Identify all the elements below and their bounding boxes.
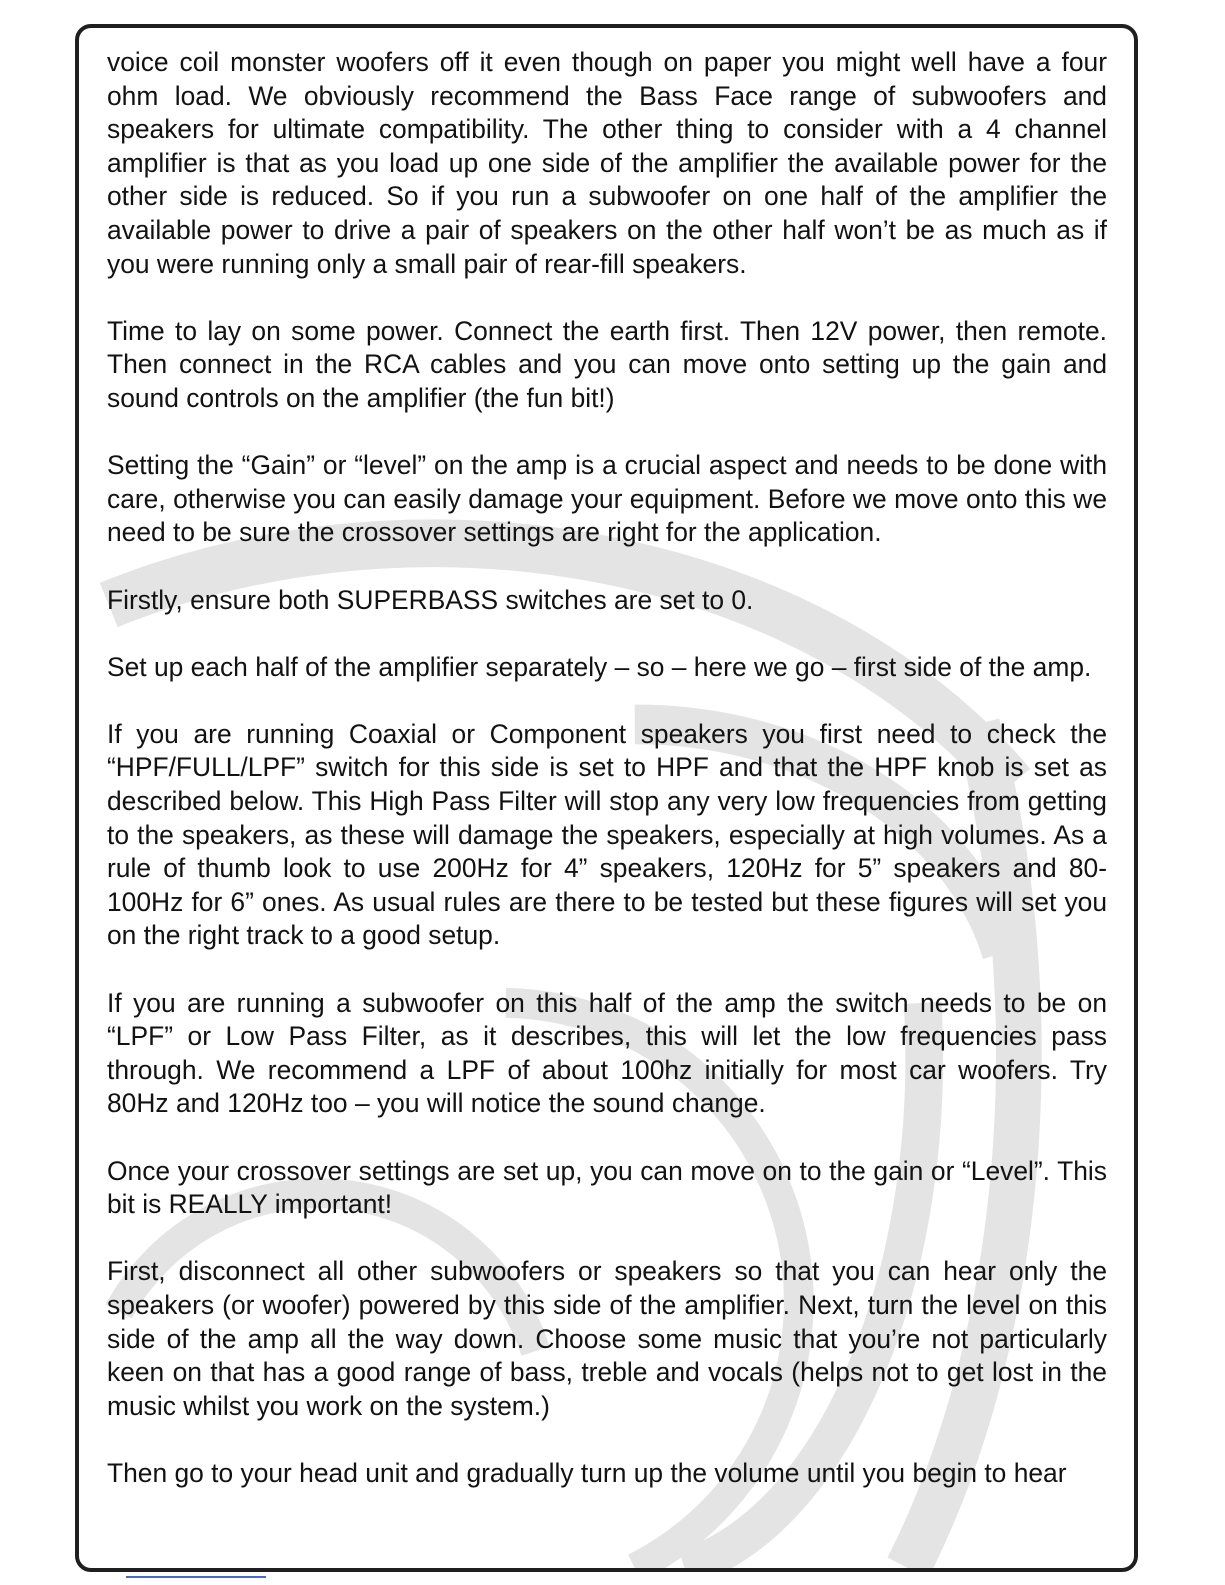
paragraph-1: voice coil monster woofers off it even though on paper you might well have a four ohm load. We obviously recommend the Bass Face range of subwoofers and speakers for ultimate compatibility. The other thing to consider with a 4 channel amplifier is that as you load up one side of the amplifier the available power for the other side is reduced. So if you run a subwoofer on one half of the amplifier the available power to drive a pair of speakers on the other half won’t be as much as if you were running only a small pair of rear-fill speakers. xyxy=(107,47,1107,279)
paragraph-10: Then go to your head unit and gradually turn up the volume until you begin to hear xyxy=(107,1457,1067,1488)
paragraph-4: Firstly, ensure both SUPERBASS switches are set to 0. xyxy=(107,584,754,615)
page-frame xyxy=(75,24,1138,1572)
paragraph-5: Set up each half of the amplifier separately – so – here we go – first side of the amp. xyxy=(107,651,1092,682)
body-text xyxy=(107,46,1107,1491)
page-edge-mark xyxy=(126,1576,266,1578)
paragraph-3: Setting the “Gain” or “level” on the amp is a crucial aspect and needs to be done with care, otherwise you can easily damage your equipment. Before we move onto this we need to be sure the crossover settings are right for the application. xyxy=(107,450,1107,548)
paragraph-2: Time to lay on some power. Connect the earth first. Then 12V power, then remote. Then connect in the RCA cables and you can move onto setting up the gain and sound controls on the amplifier (the fun bit!) xyxy=(107,315,1107,413)
paragraph-6: If you are running Coaxial or Component speakers you first need to check the “HPF/FULL/LPF” switch for this side is set to HPF and that the HPF knob is set as described below. This High Pass Filter will stop any very low frequencies from getting to the speakers, as these will damage the speakers, especially at high volumes. As a rule of thumb look to use 200Hz for 4” speakers, 120Hz for 5” speakers and 80-100Hz for 6” ones. As usual rules are there to be tested but these figures will set you on the right track to a good setup. xyxy=(107,718,1107,951)
paragraph-8: Once your crossover settings are set up, you can move on to the gain or “Level”. This bit is REALLY important! xyxy=(107,1155,1107,1220)
paragraph-9: First, disconnect all other subwoofers or speakers so that you can hear only the speakers (or woofer) powered by this side of the amplifier. Next, turn the level on this side of the amp all the way down. Choose some music that you’re not particularly keen on that has a good range of bass, treble and vocals (helps not to get lost in the music whilst you work on the system.) xyxy=(107,1256,1107,1421)
paragraph-7: If you are running a subwoofer on this half of the amp the switch needs to be on “LPF” or Low Pass Filter, as it describes, this will let the low frequencies pass through. We recommend a LPF of about 100hz initially for most car woofers. Try 80Hz and 120Hz too – you will notice the sound change. xyxy=(107,987,1107,1119)
